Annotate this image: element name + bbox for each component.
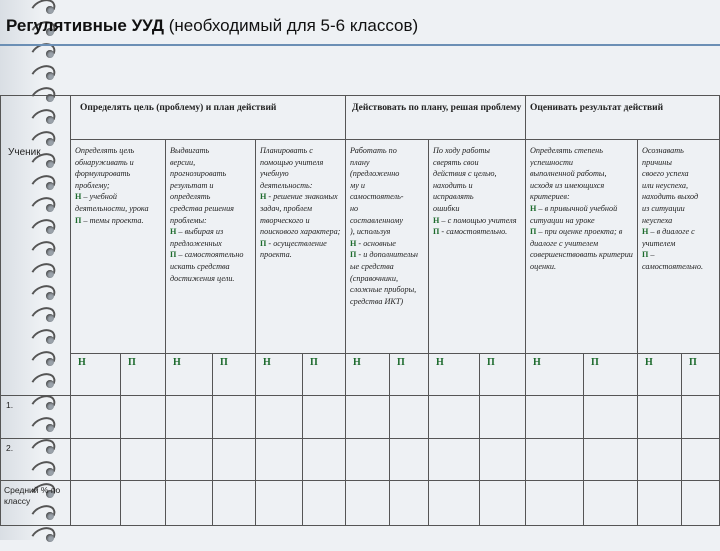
level-p-text: - самостоятельно. xyxy=(439,227,508,237)
level-n-text: – в диалоге с учителем xyxy=(642,227,695,248)
level-p-marker: П xyxy=(530,227,537,237)
level-n-label: Н xyxy=(436,357,444,368)
level-n-marker: Н xyxy=(75,192,82,202)
level-p-label: П xyxy=(591,357,599,368)
table-border-left xyxy=(0,95,1,525)
criterion-text: но xyxy=(350,203,359,213)
criterion-text: деятельность: xyxy=(260,180,313,190)
table-subcol-line xyxy=(120,353,121,525)
level-n-marker: Н xyxy=(642,227,649,237)
table-np-line xyxy=(0,395,720,396)
level-n-text: – выбирая из предложенных xyxy=(170,227,224,248)
spiral-hole xyxy=(46,72,54,80)
table-border-top xyxy=(0,95,720,96)
criterion-text: критериев: xyxy=(530,192,570,202)
spiral-hole xyxy=(46,534,54,542)
title-underline xyxy=(0,44,720,46)
criterion-text: исходя из имеющихся xyxy=(530,180,605,190)
level-p-marker: П xyxy=(75,215,82,225)
level-n-text: - решение знакомых задач, проблем творческого и поискового характера; xyxy=(260,192,341,237)
table-col-line xyxy=(637,139,638,525)
criterion-text: ошибки xyxy=(433,203,460,213)
criterion-text: исправлять xyxy=(433,192,474,202)
criterion-cell-7 xyxy=(642,145,717,351)
criterion-text: прогнозировать xyxy=(170,169,227,179)
group-header-goal: Определять цель (проблему) и план действий xyxy=(80,103,277,113)
table-row-line xyxy=(0,438,720,439)
criterion-text: составленному xyxy=(350,215,403,225)
table-col-line xyxy=(345,95,346,525)
level-p-text: - осуществление проекта. xyxy=(260,238,327,260)
table-subcol-line xyxy=(389,353,390,525)
criterion-basic xyxy=(530,203,634,226)
level-p-marker: П xyxy=(433,227,440,237)
criterion-text: определять xyxy=(170,192,211,202)
row-label-student: Ученик xyxy=(8,147,41,158)
criterion-text: находить выход xyxy=(642,192,699,202)
level-p-marker: П xyxy=(642,250,649,260)
criterion-text: проблемы: xyxy=(170,215,207,225)
table-subcol-line xyxy=(302,353,303,525)
table-subcol-line xyxy=(583,353,584,525)
level-n-label: Н xyxy=(263,357,271,368)
level-n-marker: Н xyxy=(170,227,177,237)
criterion-text: обнаруживать и xyxy=(75,157,134,167)
row-label-2: 2. xyxy=(6,443,14,453)
criterion-text: своего успеха xyxy=(642,169,689,179)
level-p-text: – самостоятельно. xyxy=(642,250,704,271)
criterion-text: действия с целью, xyxy=(433,169,497,179)
table-col-line xyxy=(525,95,526,525)
table-row-line xyxy=(0,480,720,481)
criterion-text: Выдвигать xyxy=(170,146,210,155)
level-n-text: - основные xyxy=(356,238,396,248)
level-p-label: П xyxy=(220,357,228,368)
level-n-label: Н xyxy=(645,357,653,368)
criterion-basic xyxy=(260,191,342,237)
criterion-text: находить и xyxy=(433,180,473,190)
group-header-act: Действовать по плану, решая проблему xyxy=(352,103,522,113)
level-p-label: П xyxy=(397,357,405,368)
level-n-text: – учебной деятельности, урока xyxy=(75,192,149,213)
criterion-text: причины xyxy=(642,157,672,167)
criterion-basic xyxy=(75,191,162,214)
uud-table xyxy=(0,95,720,525)
criterion-cell-3 xyxy=(260,145,342,351)
criterion-cell-4 xyxy=(350,145,425,351)
spiral-hole xyxy=(46,6,54,14)
table-col-line xyxy=(165,139,166,525)
criterion-text: плану xyxy=(350,157,370,167)
table-subcol-line xyxy=(681,353,682,525)
criterion-text: или неуспеха, xyxy=(642,180,689,190)
criterion-text: из ситуации xyxy=(642,203,685,213)
level-p-label: П xyxy=(689,357,697,368)
level-n-text: – с помощью учителя xyxy=(439,215,517,225)
criterion-advanced xyxy=(433,226,522,238)
table-col-line xyxy=(255,139,256,525)
criterion-text: помощью учителя xyxy=(260,157,324,167)
criterion-text: сверять свои xyxy=(433,157,479,167)
criterion-text: Определять цель xyxy=(75,146,135,155)
criterion-text: версии, xyxy=(170,157,196,167)
criterion-text: неуспеха xyxy=(642,215,673,225)
table-border-bottom xyxy=(0,525,720,526)
table-subcol-line xyxy=(212,353,213,525)
criterion-text: средства решения xyxy=(170,203,234,213)
criterion-cell-1 xyxy=(75,145,162,351)
group-header-evaluate: Оценивать результат действий xyxy=(530,103,664,113)
criterion-basic xyxy=(170,226,252,249)
criterion-advanced xyxy=(530,226,634,272)
criterion-text: формулировать xyxy=(75,169,131,179)
criterion-text: (предложенно xyxy=(350,169,400,179)
criterion-text: Определять степень xyxy=(530,146,603,155)
level-n-label: Н xyxy=(173,357,181,368)
row-label-average: Средний % по классу xyxy=(4,485,61,506)
table-col-line xyxy=(428,139,429,525)
criterion-text: По ходу работы xyxy=(433,146,490,155)
criterion-basic xyxy=(642,226,717,249)
level-p-marker: П xyxy=(350,250,357,260)
criterion-advanced xyxy=(350,249,425,307)
criterion-text: выполненной работы, xyxy=(530,169,607,179)
level-n-label: Н xyxy=(533,357,541,368)
row-label-1: 1. xyxy=(6,400,14,410)
spiral-hole xyxy=(46,50,54,58)
criterion-text: Планировать с xyxy=(260,146,313,155)
level-p-label: П xyxy=(487,357,495,368)
criterion-cell-5 xyxy=(433,145,522,351)
level-n-marker: Н xyxy=(350,238,357,248)
criterion-cell-2 xyxy=(170,145,252,351)
criterion-text: результат и xyxy=(170,180,214,190)
level-p-text: - и дополнительн ые средства (справочники, сложные приборы, средства ИКТ) xyxy=(350,250,418,306)
table-col-line xyxy=(70,95,71,525)
level-n-label: Н xyxy=(353,357,361,368)
criterion-text: Работать по xyxy=(350,146,397,155)
level-p-text: – самостоятельно искать средства достижения цели. xyxy=(170,250,244,283)
criterion-basic xyxy=(350,238,425,250)
table-body-line xyxy=(70,353,720,354)
criterion-text: учебную xyxy=(260,169,289,179)
level-p-label: П xyxy=(310,357,318,368)
criterion-cell-6 xyxy=(530,145,634,351)
criterion-text: му и xyxy=(350,180,365,190)
table-subcol-line xyxy=(479,353,480,525)
level-p-text: – темы проекта. xyxy=(81,215,144,225)
level-p-label: П xyxy=(128,357,136,368)
criterion-text: успешности xyxy=(530,157,573,167)
level-p-marker: П xyxy=(260,238,267,248)
level-n-marker: Н xyxy=(530,203,537,213)
criterion-text: Осознавать xyxy=(642,146,684,155)
criterion-advanced xyxy=(170,249,252,284)
criterion-text: самостоятель- xyxy=(350,192,404,202)
criterion-advanced xyxy=(260,238,342,261)
criterion-advanced xyxy=(75,215,162,227)
level-n-marker: Н xyxy=(260,192,267,202)
level-p-marker: П xyxy=(170,250,177,260)
criterion-basic xyxy=(433,215,522,227)
level-n-marker: Н xyxy=(433,215,440,225)
level-n-text: – в привычной учебной ситуации на уроке xyxy=(530,203,618,225)
level-n-label: Н xyxy=(78,357,86,368)
level-p-text: – при оценке проекта; в диалоге с учителем совершенствовать критерии оценки. xyxy=(530,227,633,271)
criterion-advanced xyxy=(642,249,717,272)
page-title: Регулятивные УУД (необходимый для 5-6 классов) xyxy=(6,16,419,35)
criterion-text: ), используя xyxy=(350,227,391,237)
table-header-line xyxy=(70,139,720,140)
criterion-text: проблему; xyxy=(75,180,110,190)
